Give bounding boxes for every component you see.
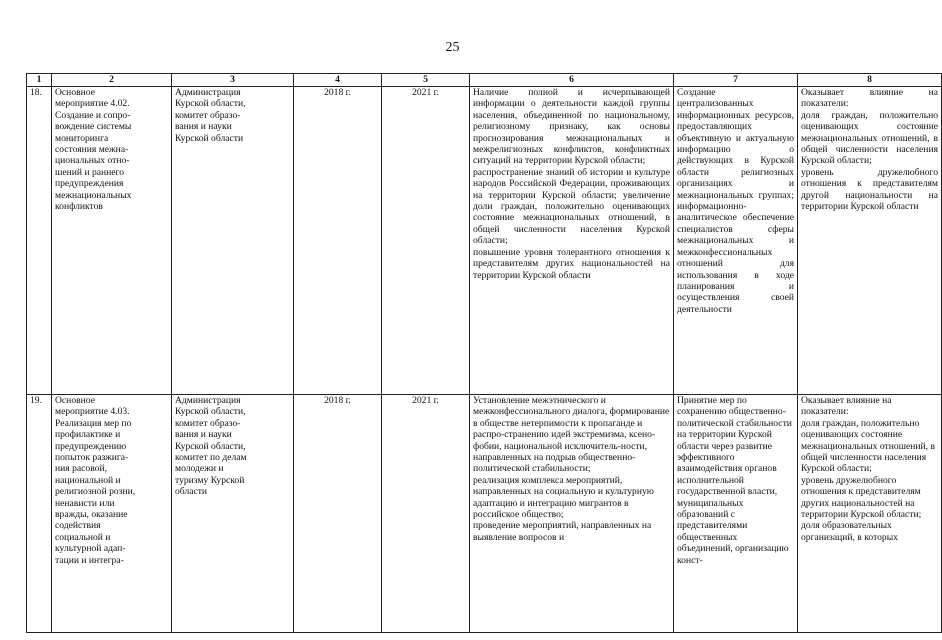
column-header-3: 3 — [172, 74, 294, 87]
indicator-link: Оказывает влияние на показатели: доля граждан, положительно оценивающих состояние межнациональных отношений, в общей численности населения Курской области; уровень дружелюбного отношения к представителям другой национальности на территории Курской области — [798, 87, 942, 395]
column-header-4: 4 — [294, 74, 382, 87]
start-year: 2018 г. — [294, 87, 382, 395]
page-number: 25 — [445, 40, 460, 55]
indicator-link-cell — [798, 395, 942, 633]
column-header-8: 8 — [798, 74, 942, 87]
start-year: 2018 г. — [294, 395, 382, 633]
row-number: 18. — [27, 87, 52, 395]
row-number: 19. — [27, 395, 52, 633]
activity-content: Установление межэтнического и межконфессионального диалога, формирование в обществе нетерпимости к пропаганде и распро-странению идей экстремизма, ксено-фобии, национальной исключитель-ности, направленных на подрыв общественно-политической стабильности; реализация комплекса мероприятий, направленных на социальную и культурную адаптацию и интеграцию мигрантов в российское общество; проведение мероприятий, направленных на выявление вопросов и — [473, 395, 670, 543]
executor-cell: Администрация Курской области, комитет образо- вания и науки Курской области, комитет по делам молодежи и туризму Курской области — [172, 395, 294, 633]
activity-name: Основное мероприятие 4.03. Реализация мер по профилактике и предупреждению попыток разжига- ния расовой, национальной и религиозной розни, ненависти или вражды, оказание содействия социальной и культурной адап- тации и интегра- — [55, 395, 136, 566]
column-header-2: 2 — [52, 74, 172, 87]
column-header-5: 5 — [382, 74, 470, 87]
expected-result: Принятие мер по сохранению общественно-политической стабильности на территории Курской области через развитие эффективного взаимодействия органов исполнительной государственной власти, муниципальных образований с представителями общественных объединений, организацию конст- — [677, 395, 792, 566]
header-row — [27, 74, 942, 87]
expected-result: Создание централизованных информационных ресурсов, предоставляющих объективную и актуальную информацию о действующих в Курской области религиозных организациях и межнациональных группах; информационно-аналитическое обеспечение специалистов сферы межнациональных и межконфессиональных отношений для использования в ходе планирования и осуществления своей деятельности — [674, 87, 798, 395]
expected-result-cell — [674, 395, 798, 633]
column-header-7: 7 — [674, 74, 798, 87]
end-year: 2021 г. — [382, 395, 470, 633]
end-year: 2021 г. — [382, 87, 470, 395]
table-row — [27, 395, 942, 633]
activity-content: Наличие полной и исчерпывающей информации о деятельности каждой группы населения, объединенной по национальному, религиозному признаку, как основы прогнозирования межнациональных и межрелигиозных конфликтов, конфликтных ситуаций на территории Курской области; распространение знаний об истории и культуре народов Российской Федерации, проживающих на территории Курской области; увеличение доли граждан, положительно оценивающих состояние межнациональных отношений, в общей численности населения Курской области; повышение уровня толерантного отношения к представителям других национальностей на территории Курской области — [470, 87, 674, 395]
table-row — [27, 87, 942, 395]
column-header-1: 1 — [27, 74, 52, 87]
activity-name-cell — [52, 395, 172, 633]
indicator-link: Оказывает влияние на показатели: доля граждан, положительно оценивающих состояние межнациональных отношений, в общей численности населения Курской области; уровень дружелюбного отношения к представителям других национальностей на территории Курской области; доля образовательных организаций, в которых — [801, 395, 935, 543]
activity-name: Основное мероприятие 4.02. Создание и сопро- вождение системы мониторинга состояния межна- циональных отно- шений и раннего предупреждения межнациональных конфликтов — [52, 87, 172, 395]
executor-cell: Администрация Курской области, комитет образо- вания и науки Курской области — [172, 87, 294, 395]
column-header-6: 6 — [470, 74, 674, 87]
activity-content-cell — [470, 395, 674, 633]
program-table — [26, 73, 942, 633]
